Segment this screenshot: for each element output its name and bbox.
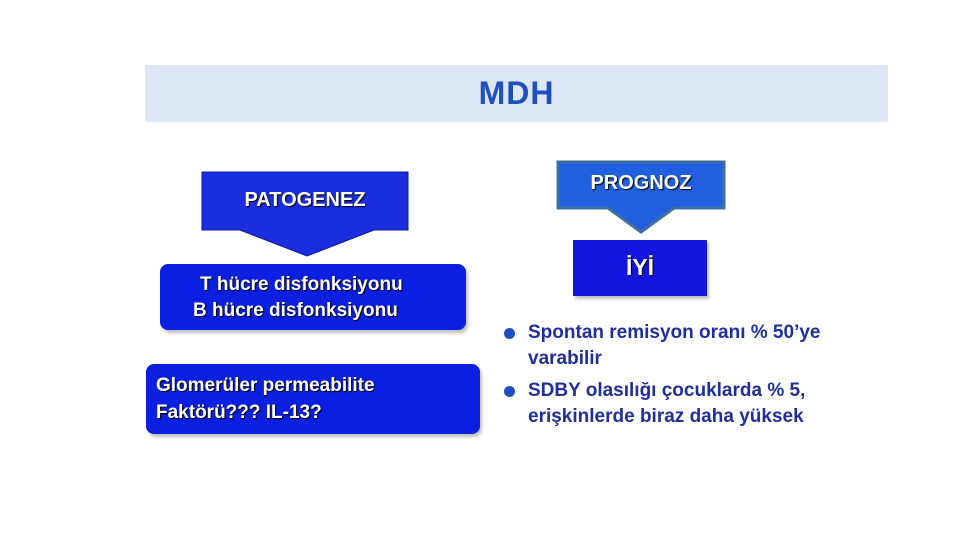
bullet-sdby bbox=[502, 378, 892, 430]
bullet-dot-icon bbox=[504, 386, 515, 397]
permeability-line-2: Faktörü??? IL-13? bbox=[156, 402, 322, 423]
bullet-sdby-line-1: SDBY olasılığı çocuklarda % 5, bbox=[528, 380, 806, 401]
bullet-remission-line-1: Spontan remisyon oranı % 50’ye bbox=[528, 322, 821, 343]
slide-title: MDH bbox=[478, 75, 555, 111]
bullet-sdby-line-2: erişkinlerde biraz daha yüksek bbox=[528, 406, 804, 427]
bullet-remission-line-2: varabilir bbox=[528, 348, 602, 369]
result-box bbox=[573, 240, 707, 296]
result-label: İYİ bbox=[625, 254, 655, 280]
bullet-remission bbox=[502, 320, 892, 372]
patogenez-arrow bbox=[200, 168, 410, 260]
lymphocyte-line-1: T hücre disfonksiyonu bbox=[200, 274, 403, 295]
down-arrow-icon bbox=[200, 168, 410, 260]
prognoz-label: PROGNOZ bbox=[590, 172, 692, 194]
bullet-dot-icon bbox=[504, 328, 515, 339]
prognosis-bullets bbox=[502, 320, 892, 430]
patogenez-label: PATOGENEZ bbox=[244, 189, 366, 211]
lymphocyte-line-2: B hücre disfonksiyonu bbox=[193, 300, 398, 321]
lymphocyte-box bbox=[160, 264, 466, 330]
permeability-box bbox=[146, 364, 480, 434]
permeability-line-1: Glomerüler permeabilite bbox=[156, 375, 375, 396]
prognoz-arrow bbox=[556, 160, 726, 234]
title-bar bbox=[145, 65, 888, 122]
